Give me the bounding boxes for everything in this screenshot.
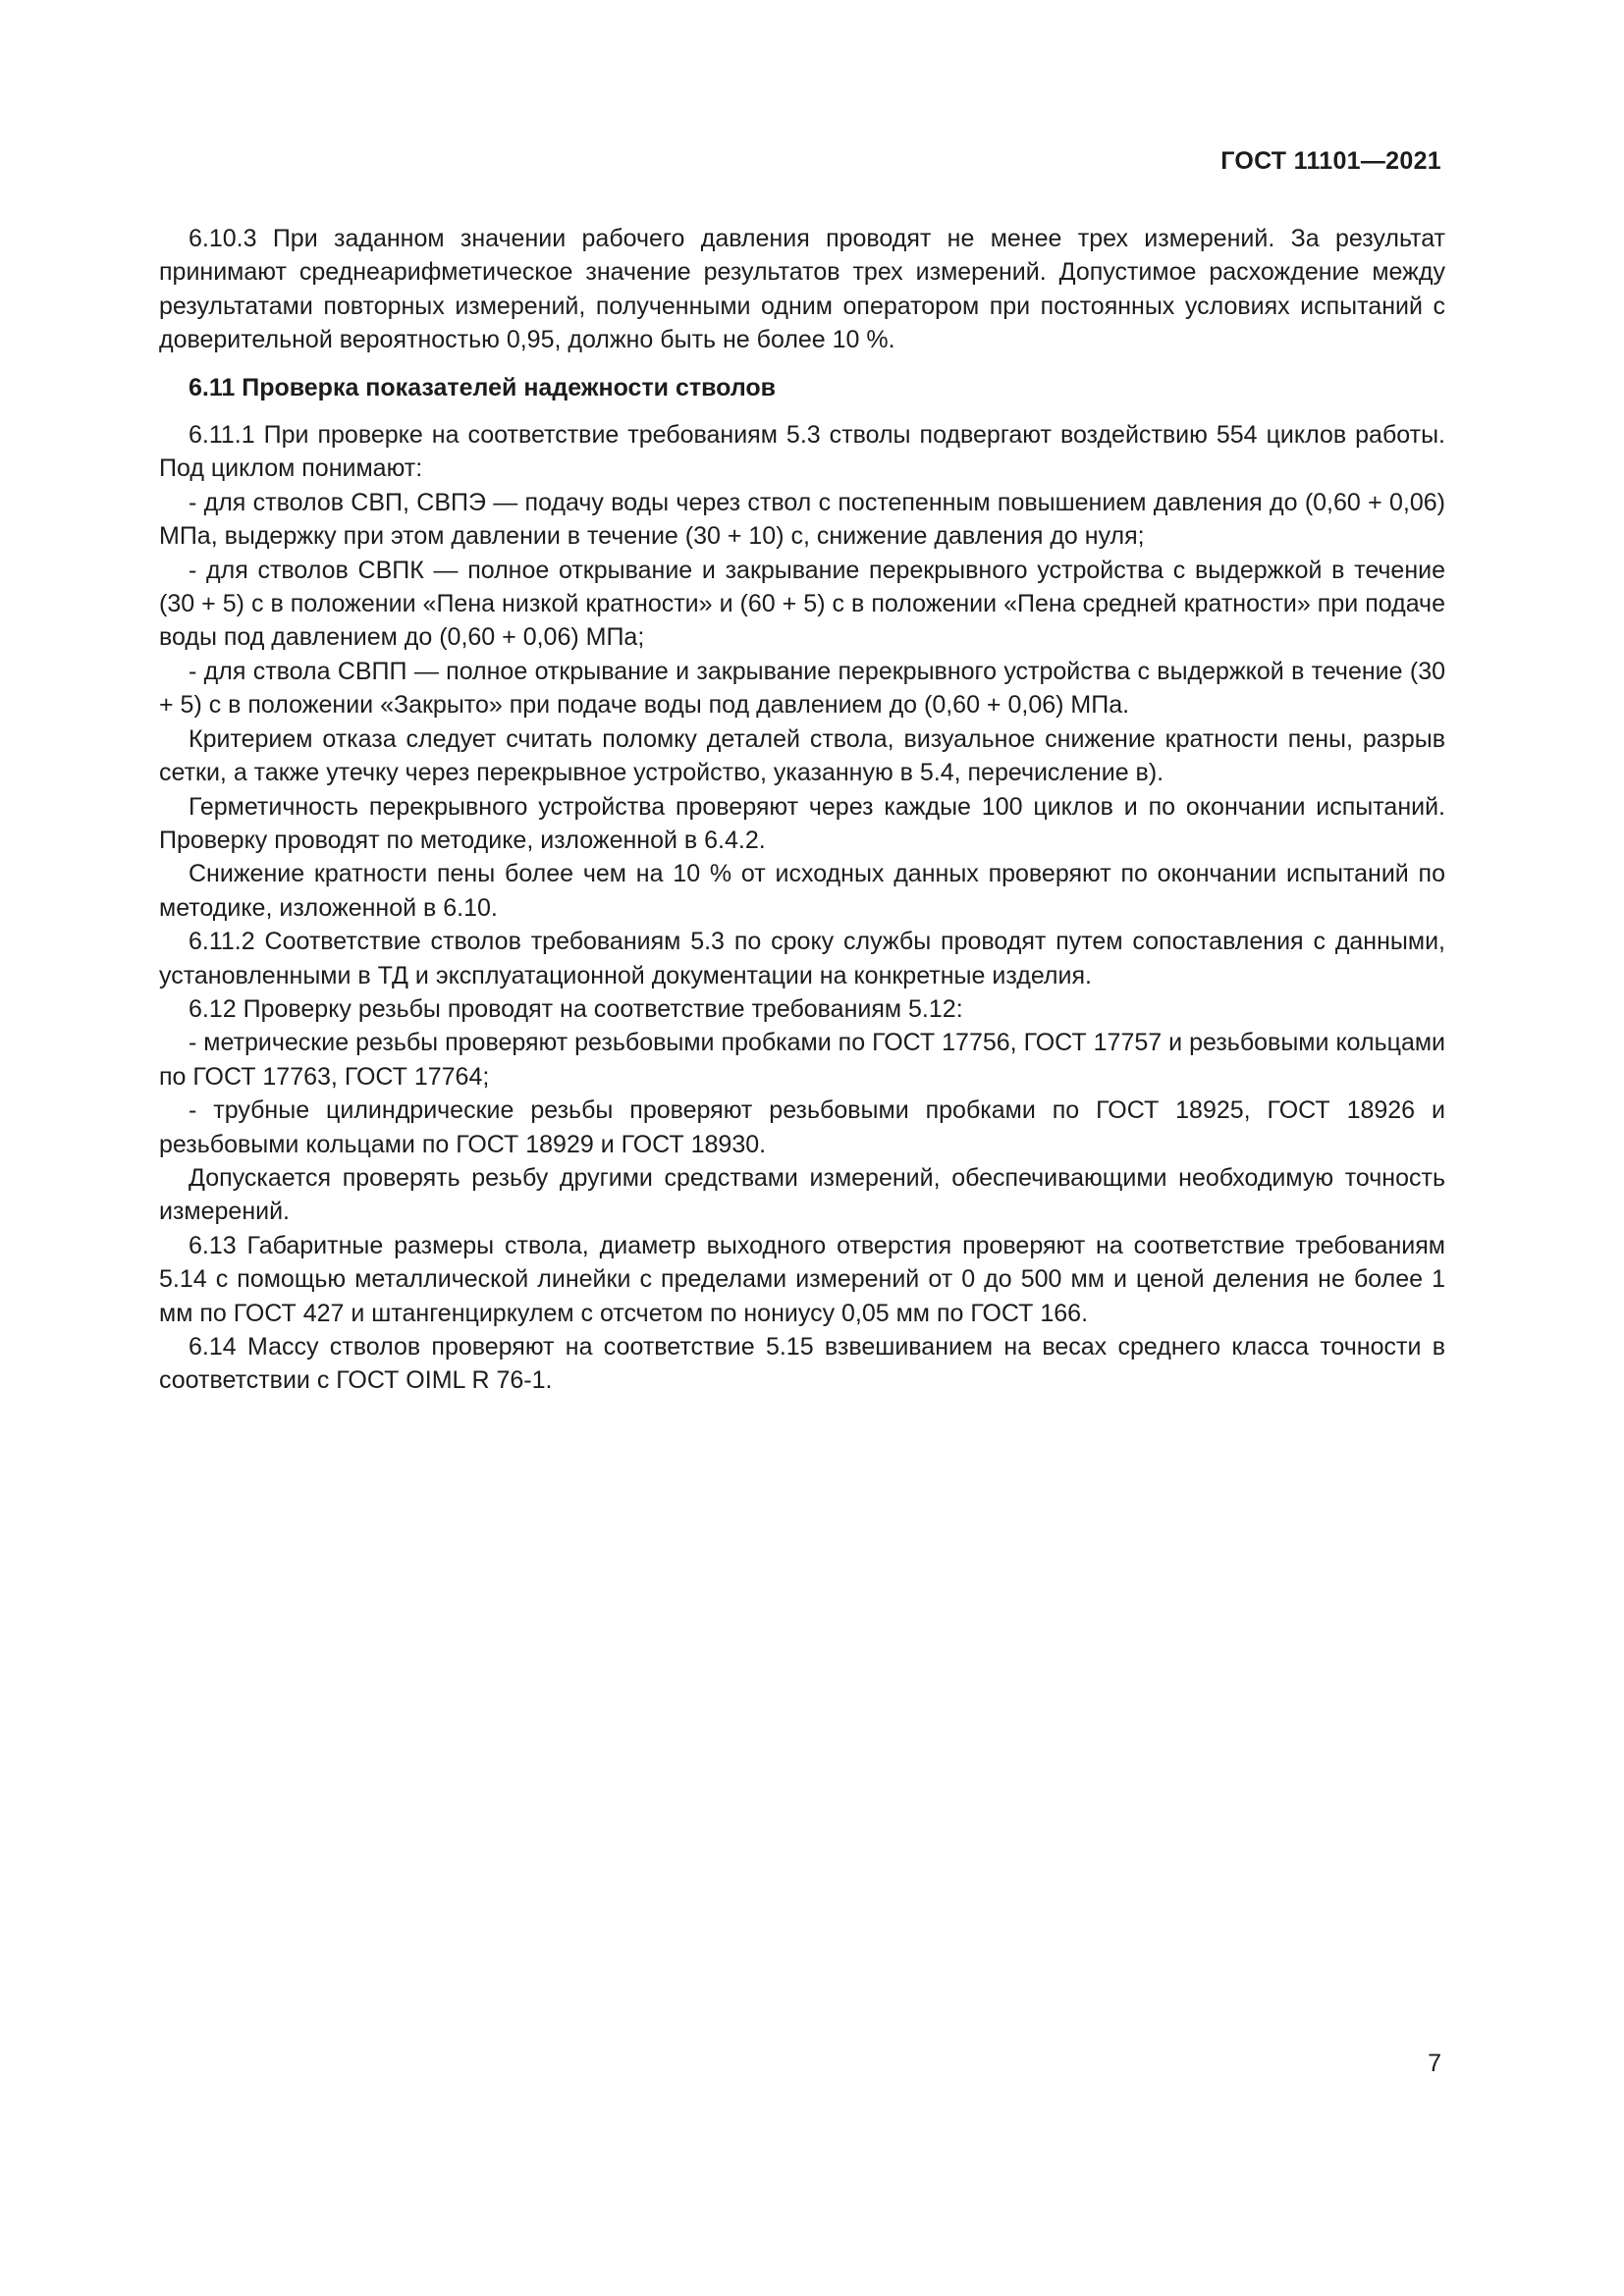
paragraph-6-13: 6.13 Габаритные размеры ствола, диаметр выходного отверстия проверяют на соответствие требованиям 5.14 с помощью металлической линейки с пределами измерений от 0 до 500 мм и ценой деления не более 1 мм по ГОСТ 427 и штангенциркулем с отсчетом по нониусу 0,05 мм по ГОСТ 166. — [159, 1231, 1445, 1327]
list-item-metric-threads: - метрические резьбы проверяют резьбовыми пробками по ГОСТ 17756, ГОСТ 17757 и резьбовыми кольцами по ГОСТ 17763, ГОСТ 17764; — [159, 1029, 1445, 1091]
list-item-svp: - для стволов СВП, СВПЭ — подачу воды через ствол с постепенным повышением давления до (0,60 + 0,06) МПа, выдержку при этом давлении в течение (30 + 10) с, снижение давления до нуля; — [159, 488, 1445, 551]
paragraph-6-11-2: 6.11.2 Соответствие стволов требованиям 5.3 по сроку службы проводят путем сопоставления с данными, установленными в ТД и эксплуатационной документации на конкретные изделия. — [159, 928, 1445, 989]
document-code-header: ГОСТ 11101—2021 — [1220, 147, 1441, 175]
paragraph-6-11-1: 6.11.1 При проверке на соответствие требованиям 5.3 стволы подвергают воздействию 554 циклов работы. Под циклом понимают: — [159, 421, 1445, 483]
page-number: 7 — [1428, 2050, 1441, 2077]
paragraph-6-12: 6.12 Проверку резьбы проводят на соответствие требованиям 5.12: — [189, 994, 963, 1023]
paragraph-tightness: Герметичность перекрывного устройства проверяют через каждые 100 циклов и по окончании испытаний. Проверку проводят по методике, изложенной в 6.4.2. — [159, 792, 1445, 854]
document-body — [159, 222, 1445, 1398]
list-item-svpk: - для стволов СВПК — полное открывание и закрывание перекрывного устройства с выдержкой в течение (30 + 5) с в положении «Пена низкой кратности» и (60 + 5) с в положении «Пена средней кратности» при подаче воды под давлением до (0,60 + 0,06) МПа; — [159, 556, 1445, 652]
section-heading-6-11: 6.11 Проверка показателей надежности стволов — [189, 373, 777, 401]
paragraph-foam-reduction: Снижение кратности пены более чем на 10 % от исходных данных проверяют по окончании испытаний по методике, изложенной в 6.10. — [159, 860, 1445, 922]
list-item-pipe-threads: - трубные цилиндрические резьбы проверяют резьбовыми пробками по ГОСТ 18925, ГОСТ 18926 и резьбовыми кольцами по ГОСТ 18929 и ГОСТ 18930. — [159, 1096, 1445, 1158]
list-item-svpp: - для ствола СВПП — полное открывание и закрывание перекрывного устройства с выдержкой в течение (30 + 5) с в положении «Закрыто» при подаче воды под давлением до (0,60 + 0,06) МПа. — [159, 657, 1445, 720]
paragraph-6-10-3: 6.10.3 При заданном значении рабочего давления проводят не менее трех измерений. За результат принимают среднеарифметическое значение результатов трех измерений. Допустимое расхождение между результатами повторных измерений, полученными одним оператором при постоянных условиях испытаний с доверительной вероятностью 0,95, должно быть не более 10 %. — [159, 225, 1445, 354]
paragraph-failure-criterion: Критерием отказа следует считать поломку деталей ствола, визуальное снижение кратности пены, разрыв сетки, а также утечку через перекрывное устройство, указанную в 5.4, перечисление в). — [159, 724, 1445, 787]
paragraph-other-means: Допускается проверять резьбу другими средствами измерений, обеспечивающими необходимую точность измерений. — [159, 1163, 1445, 1226]
paragraph-6-14: 6.14 Массу стволов проверяют на соответствие 5.15 взвешиванием на весах среднего класса точности в соответствии с ГОСТ OIML R 76-1. — [159, 1333, 1445, 1395]
